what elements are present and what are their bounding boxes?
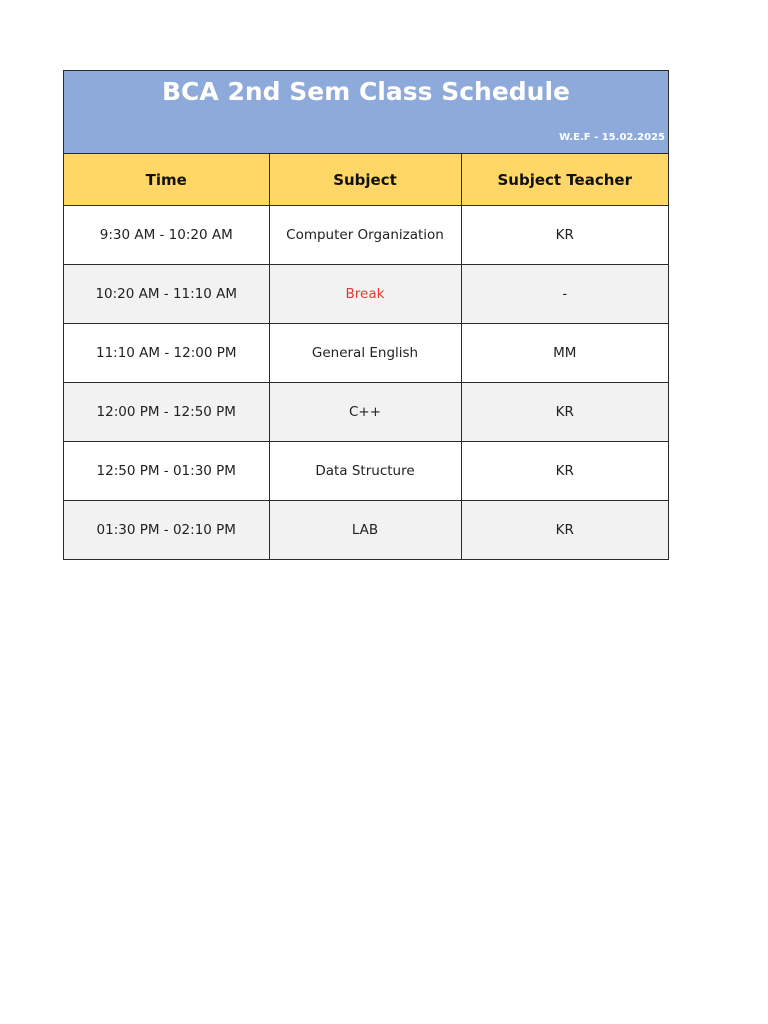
effective-date: W.E.F - 15.02.2025: [559, 132, 665, 143]
header-teacher: Subject Teacher: [461, 154, 668, 206]
row-time: 01:30 PM - 02:10 PM: [64, 501, 269, 560]
header-row: [64, 154, 668, 206]
row-teacher: KR: [461, 383, 668, 442]
table-row: [64, 383, 668, 442]
row-teacher: KR: [461, 442, 668, 501]
header-time: Time: [64, 154, 269, 206]
class-schedule-table: [63, 70, 669, 560]
header-subject: Subject: [269, 154, 461, 206]
row-subject-break: Break: [269, 265, 461, 324]
table-row: [64, 206, 668, 265]
row-teacher: KR: [461, 206, 668, 265]
table-row: [64, 324, 668, 383]
title-block: [64, 71, 668, 154]
row-subject: C++: [269, 383, 461, 442]
row-time: 12:50 PM - 01:30 PM: [64, 442, 269, 501]
row-time: 9:30 AM - 10:20 AM: [64, 206, 269, 265]
row-subject: Computer Organization: [269, 206, 461, 265]
row-teacher: KR: [461, 501, 668, 560]
row-time: 12:00 PM - 12:50 PM: [64, 383, 269, 442]
row-subject: Data Structure: [269, 442, 461, 501]
table-row: [64, 501, 668, 560]
schedule-title: BCA 2nd Sem Class Schedule: [161, 77, 570, 106]
schedule-grid: [64, 154, 668, 559]
table-row: [64, 265, 668, 324]
row-time: 10:20 AM - 11:10 AM: [64, 265, 269, 324]
row-teacher: MM: [461, 324, 668, 383]
row-subject: LAB: [269, 501, 461, 560]
row-teacher: -: [461, 265, 668, 324]
table-row: [64, 442, 668, 501]
row-time: 11:10 AM - 12:00 PM: [64, 324, 269, 383]
row-subject: General English: [269, 324, 461, 383]
